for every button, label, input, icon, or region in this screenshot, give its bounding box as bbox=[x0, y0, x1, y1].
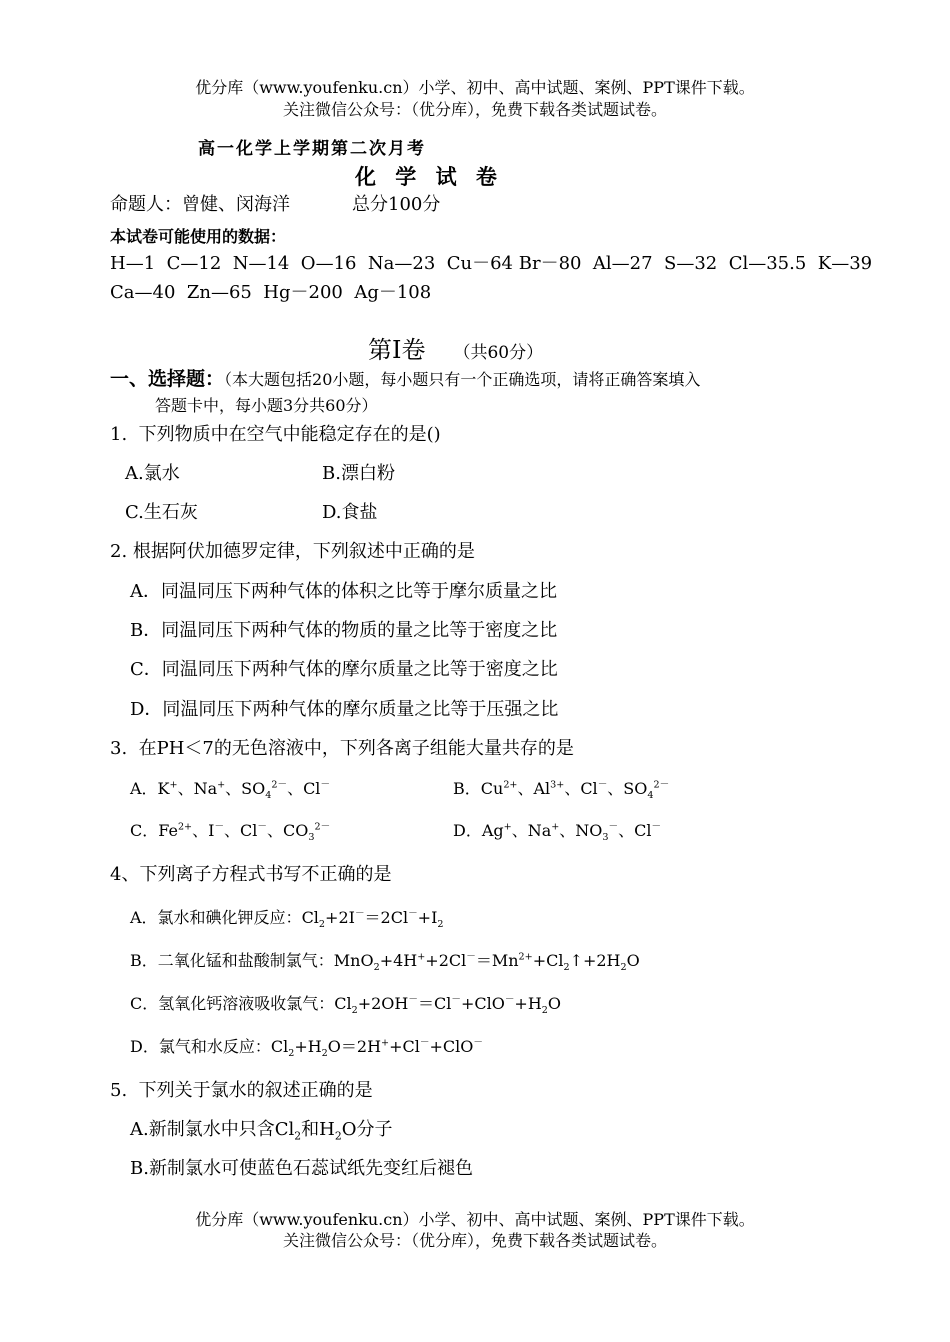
question-2-stem: 2. 根据阿伏加德罗定律，下列叙述中正确的是 bbox=[110, 541, 475, 562]
question-4-option-d-label: D．氯气和水反应： bbox=[130, 1037, 271, 1056]
question-1-option-d: D.食盐 bbox=[322, 502, 378, 523]
header-line-1: 优分库（www.youfenku.cn）小学、初中、高中试题、案例、PPT课件下载。 bbox=[195, 78, 755, 97]
question-4-option-b-label: B．二氧化锰和盐酸制氯气： bbox=[130, 951, 334, 970]
question-5-option-a-part-1: A.新制氯水中只含Cl bbox=[130, 1119, 295, 1140]
question-4-option-a: A．氯水和碘化钾反应：$Cl_2+2I^-=2Cl^-+I_2$ bbox=[130, 908, 444, 931]
question-2-option-a: A．同温同压下两种气体的体积之比等于摩尔质量之比 bbox=[130, 581, 557, 602]
atomic-masses-line-1: H—1 C—12 N—14 O—16 Na—23 Cu－64 Br－80 Al—27 S—32 Cl—35.5 K—39 bbox=[110, 253, 873, 274]
question-2-option-c: C．同温同压下两种气体的摩尔质量之比等于密度之比 bbox=[130, 659, 558, 680]
question-5-option-a-part-2: 和H bbox=[301, 1119, 335, 1140]
section-1-note-cont: 答题卡中，每小题3分共60分） bbox=[155, 396, 378, 415]
section-1-label: 一、选择题： bbox=[110, 368, 225, 390]
question-4-option-c-label: C．氢氧化钙溶液吸收氯气： bbox=[130, 994, 335, 1013]
section-1-heading bbox=[110, 368, 700, 391]
question-2-option-b: B．同温同压下两种气体的物质的量之比等于密度之比 bbox=[130, 620, 558, 641]
exam-authors: 命题人：曾健、闵海洋 bbox=[110, 194, 290, 215]
question-5-stem: 5. 下列关于氯水的叙述正确的是 bbox=[110, 1080, 373, 1101]
footer-line-1: 优分库（www.youfenku.cn）小学、初中、高中试题、案例、PPT课件下载。 bbox=[195, 1210, 755, 1229]
question-3-option-a: A．K+、Na+、$SO_4^{2-}$、Cl－ bbox=[130, 779, 331, 802]
question-1-stem: 1. 下列物质中在空气中能稳定存在的是() bbox=[110, 424, 441, 445]
volume-title: 第Ⅰ卷 bbox=[368, 336, 426, 364]
question-5-option-a-part-3: O分子 bbox=[341, 1119, 393, 1140]
question-1-option-b: B.漂白粉 bbox=[322, 463, 395, 484]
question-5-option-a: A.新制氯水中只含$Cl_2$和$H_2O$分子 bbox=[130, 1119, 393, 1143]
data-title: 本试卷可能使用的数据： bbox=[110, 227, 287, 246]
exam-total: 总分100分 bbox=[352, 194, 441, 215]
question-1-option-a: A.氯水 bbox=[125, 463, 180, 484]
question-4-stem: 4、下列离子方程式书写不正确的是 bbox=[110, 864, 392, 885]
question-1-option-c: C.生石灰 bbox=[125, 502, 198, 523]
question-2-option-d: D．同温同压下两种气体的摩尔质量之比等于压强之比 bbox=[130, 699, 559, 720]
volume-score: （共60分） bbox=[453, 343, 544, 363]
question-3-option-c: C．$Fe^{2+}$、I－、Cl－、$CO_3^{2-}$ bbox=[130, 821, 331, 844]
question-4-option-c: C．氢氧化钙溶液吸收氯气：$Cl_2+2OH^-=Cl^-+ClO^-+H_2O$ bbox=[130, 994, 562, 1017]
question-3-option-b: B．$Cu^{2+}$、$Al^{3+}$、Cl－、$SO_4^{2-}$ bbox=[453, 779, 670, 802]
question-3-option-d: D．Ag+、Na+、$NO_3^-$、Cl－ bbox=[453, 821, 662, 844]
exam-title: 高一化学上学期第二次月考 bbox=[198, 139, 426, 159]
question-3-stem: 3. 在PH＜7的无色溶液中，下列各离子组能大量共存的是 bbox=[110, 738, 574, 759]
section-1-note: （本大题包括20小题，每小题只有一个正确选项，请将正确答案填入 bbox=[224, 370, 701, 389]
exam-subtitle: 化 学 试 卷 bbox=[355, 164, 503, 189]
question-5-option-b: B.新制氯水可使蓝色石蕊试纸先变红后褪色 bbox=[130, 1158, 473, 1179]
header-line-2: 关注微信公众号：（优分库），免费下载各类试题试卷。 bbox=[282, 100, 667, 119]
question-4-option-a-label: A．氯水和碘化钾反应： bbox=[130, 908, 302, 927]
question-4-option-b: B．二氧化锰和盐酸制氯气：$MnO_2+4H^++2Cl^-=Mn^{2+}+Cl_2↑+2H_2O$ bbox=[130, 951, 640, 974]
volume-heading bbox=[368, 336, 543, 367]
footer-line-2: 关注微信公众号：（优分库），免费下载各类试题试卷。 bbox=[282, 1231, 667, 1250]
atomic-masses-line-2: Ca—40 Zn—65 Hg－200 Ag－108 bbox=[110, 282, 432, 303]
question-4-option-d: D．氯气和水反应：$Cl_2+H_2O=2H^++Cl^-+ClO^-$ bbox=[130, 1037, 483, 1060]
